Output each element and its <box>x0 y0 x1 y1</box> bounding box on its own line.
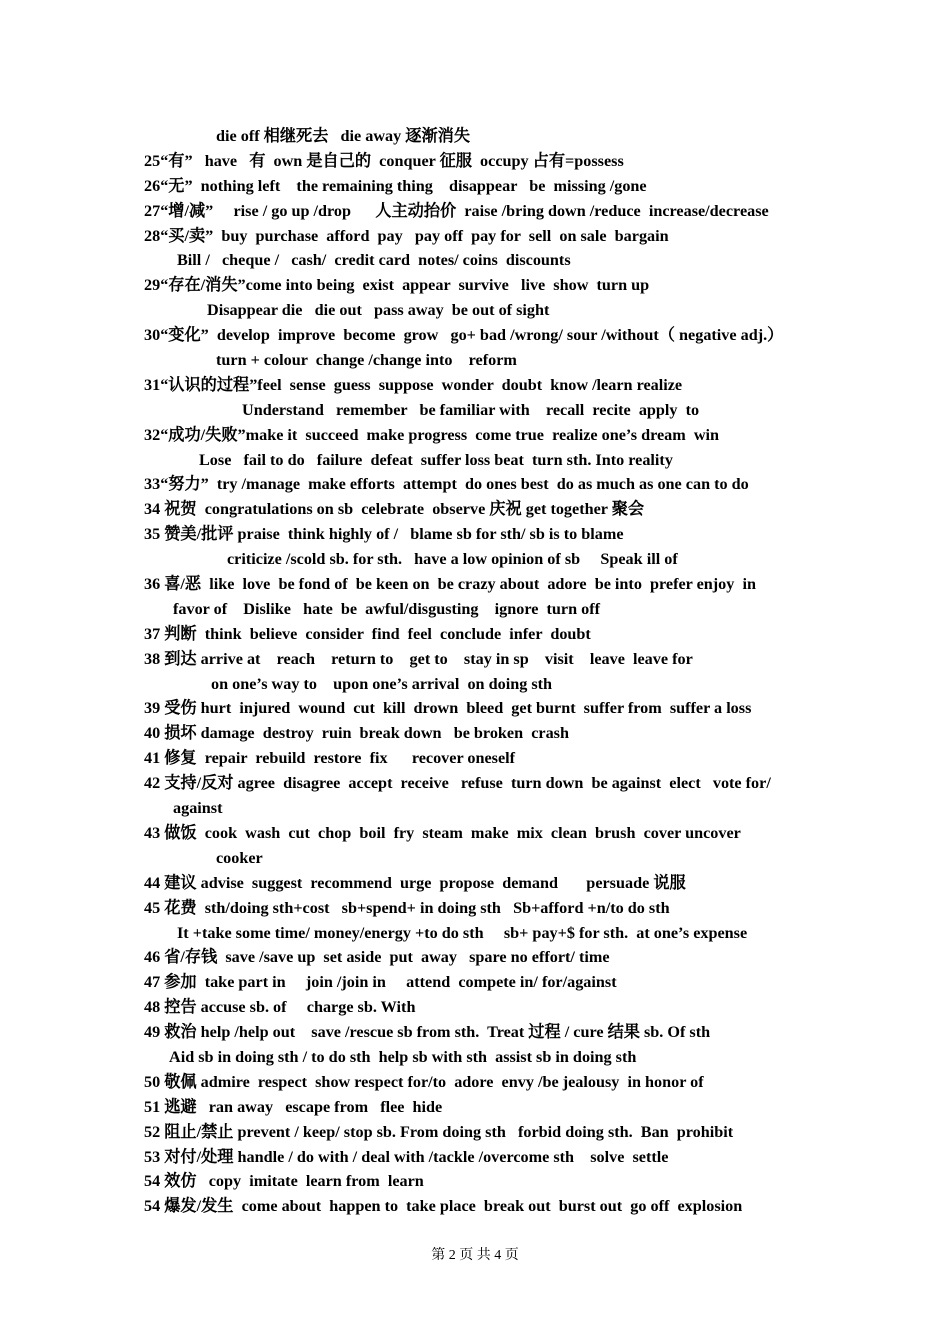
vocab-line-text: favor of Dislike hate be awful/disgusting ignore turn off <box>173 599 601 618</box>
vocab-line <box>0 373 950 398</box>
vocab-line <box>0 1070 950 1095</box>
vocab-line-text: 31“认识的过程”feel sense guess suppose wonder doubt know /learn realize <box>144 375 683 394</box>
vocab-line-text: 35 赞美/批评 praise think highly of / blame sb for sth/ sb is to blame <box>144 525 624 544</box>
vocab-line <box>0 746 950 771</box>
vocab-line <box>0 696 950 721</box>
vocab-line <box>0 1045 950 1070</box>
vocab-line-text: turn + colour change /change into reform <box>216 351 517 370</box>
vocab-line <box>0 423 950 448</box>
vocab-line-text: Understand remember be familiar with recall recite apply to <box>242 400 700 419</box>
vocab-line <box>0 497 950 522</box>
vocab-line <box>0 597 950 622</box>
vocab-line <box>0 248 950 273</box>
vocab-line-text: Lose fail to do failure defeat suffer loss beat turn sth. Into reality <box>199 450 673 469</box>
vocab-line <box>0 1169 950 1194</box>
vocab-line <box>0 547 950 572</box>
vocab-line <box>0 1194 950 1219</box>
vocab-line-text: 47 参加 take part in join /join in attend compete in/ for/against <box>144 973 617 992</box>
vocab-line <box>0 721 950 746</box>
vocab-line <box>0 970 950 995</box>
vocab-line <box>0 647 950 672</box>
vocab-line-text: Disappear die die out pass away be out of sight <box>207 301 550 320</box>
vocab-line <box>0 273 950 298</box>
vocab-line-text: 36 喜/恶 like love be fond of be keen on be crazy about adore be into prefer enjoy in <box>144 575 756 594</box>
vocab-line-text: 27“增/减” rise / go up /drop 人主动抬价 raise /bring down /reduce increase/decrease <box>144 201 769 220</box>
vocab-line-text: 46 省/存钱 save /save up set aside put away spare no effort/ time <box>144 948 610 967</box>
vocab-line-text: 39 受伤 hurt injured wound cut kill drown bleed get burnt suffer from suffer a loss <box>144 699 752 718</box>
vocab-line-text: 34 祝贺 congratulations on sb celebrate observe 庆祝 get together 聚会 <box>144 500 645 519</box>
vocab-line <box>0 846 950 871</box>
vocab-line <box>0 622 950 647</box>
vocab-line <box>0 124 950 149</box>
vocab-line-text: 33“努力” try /manage make efforts attempt do ones best do as much as one can to do <box>144 475 749 494</box>
vocab-line <box>0 174 950 199</box>
vocab-line-text: 48 控告 accuse sb. of charge sb. With <box>144 998 416 1017</box>
vocab-line-text: 25“有” have 有 own 是自己的 conquer 征服 occupy 占有=possess <box>144 151 624 170</box>
vocab-line <box>0 1120 950 1145</box>
vocab-line-text: criticize /scold sb. for sth. have a low opinion of sb Speak ill of <box>227 550 678 569</box>
vocab-line <box>0 871 950 896</box>
vocab-line-text: Bill / cheque / cash/ credit card notes/ coins discounts <box>177 251 571 270</box>
vocab-line-text: 43 做饭 cook wash cut chop boil fry steam make mix clean brush cover uncover <box>144 823 741 842</box>
vocab-line <box>0 945 950 970</box>
vocab-line-text: 41 修复 repair rebuild restore fix recover oneself <box>144 749 516 768</box>
vocab-line <box>0 896 950 921</box>
vocab-line <box>0 821 950 846</box>
vocab-line <box>0 472 950 497</box>
vocab-line <box>0 224 950 249</box>
vocab-line-text: 52 阻止/禁止 prevent / keep/ stop sb. From doing sth forbid doing sth. Ban prohibit <box>144 1122 734 1141</box>
vocab-line <box>0 1145 950 1170</box>
vocab-line <box>0 298 950 323</box>
vocab-line <box>0 1095 950 1120</box>
vocab-line-text: 42 支持/反对 agree disagree accept receive refuse turn down be against elect vote for/ <box>144 774 771 793</box>
vocab-line <box>0 771 950 796</box>
vocab-line-text: cooker <box>216 848 263 867</box>
vocab-line <box>0 448 950 473</box>
vocab-line-text: on one’s way to upon one’s arrival on doing sth <box>211 674 553 693</box>
vocab-line-text: 38 到达 arrive at reach return to get to stay in sp visit leave leave for <box>144 649 693 668</box>
vocab-line <box>0 572 950 597</box>
vocab-line-text: It +take some time/ money/energy +to do sth sb+ pay+$ for sth. at one’s expense <box>177 923 748 942</box>
vocab-line-text: 32“成功/失败”make it succeed make progress come true realize one’s dream win <box>144 425 720 444</box>
vocab-line <box>0 199 950 224</box>
vocab-line-text: 54 效仿 copy imitate learn from learn <box>144 1172 424 1191</box>
vocab-line <box>0 323 950 348</box>
vocab-line-text: 44 建议 advise suggest recommend urge propose demand persuade 说服 <box>144 873 686 892</box>
vocab-line-text: 26“无” nothing left the remaining thing disappear be missing /gone <box>144 176 647 195</box>
vocab-line-text: 53 对付/处理 handle / do with / deal with /tackle /overcome sth solve settle <box>144 1147 669 1166</box>
vocab-line <box>0 522 950 547</box>
vocabulary-list <box>0 124 950 1219</box>
vocab-line-text: 50 敬佩 admire respect show respect for/to adore envy /be jealousy in honor of <box>144 1072 704 1091</box>
vocab-line <box>0 149 950 174</box>
page-footer: 第 2 页 共 4 页 <box>431 1248 519 1263</box>
vocab-line <box>0 672 950 697</box>
vocab-line <box>0 921 950 946</box>
vocab-line-text: 28“买/卖” buy purchase afford pay pay off pay for sell on sale bargain <box>144 226 669 245</box>
vocab-line-text: 51 逃避 ran away escape from flee hide <box>144 1097 443 1116</box>
vocab-line <box>0 398 950 423</box>
vocab-line <box>0 796 950 821</box>
vocab-line <box>0 348 950 373</box>
vocab-line <box>0 1020 950 1045</box>
vocab-line-text: 54 爆发/发生 come about happen to take place break out burst out go off explosion <box>144 1197 743 1216</box>
vocab-line-text: 29“存在/消失”come into being exist appear survive live show turn up <box>144 276 650 295</box>
vocab-line-text: 30“变化” develop improve become grow go+ bad /wrong/ sour /without（ negative adj.） <box>144 326 784 345</box>
vocab-line-text: 37 判断 think believe consider find feel conclude infer doubt <box>144 624 591 643</box>
vocab-line-text: die off 相继死去 die away 逐渐消失 <box>216 127 471 145</box>
vocab-line <box>0 995 950 1020</box>
vocab-line-text: 49 救治 help /help out save /rescue sb from sth. Treat 过程 / cure 结果 sb. Of sth <box>144 1023 711 1042</box>
vocab-line-text: Aid sb in doing sth / to do sth help sb with sth assist sb in doing sth <box>169 1047 637 1066</box>
vocab-line-text: against <box>173 799 223 818</box>
vocab-line-text: 40 损坏 damage destroy ruin break down be broken crash <box>144 724 569 743</box>
vocab-line-text: 45 花费 sth/doing sth+cost sb+spend+ in doing sth Sb+afford +n/to do sth <box>144 898 670 917</box>
